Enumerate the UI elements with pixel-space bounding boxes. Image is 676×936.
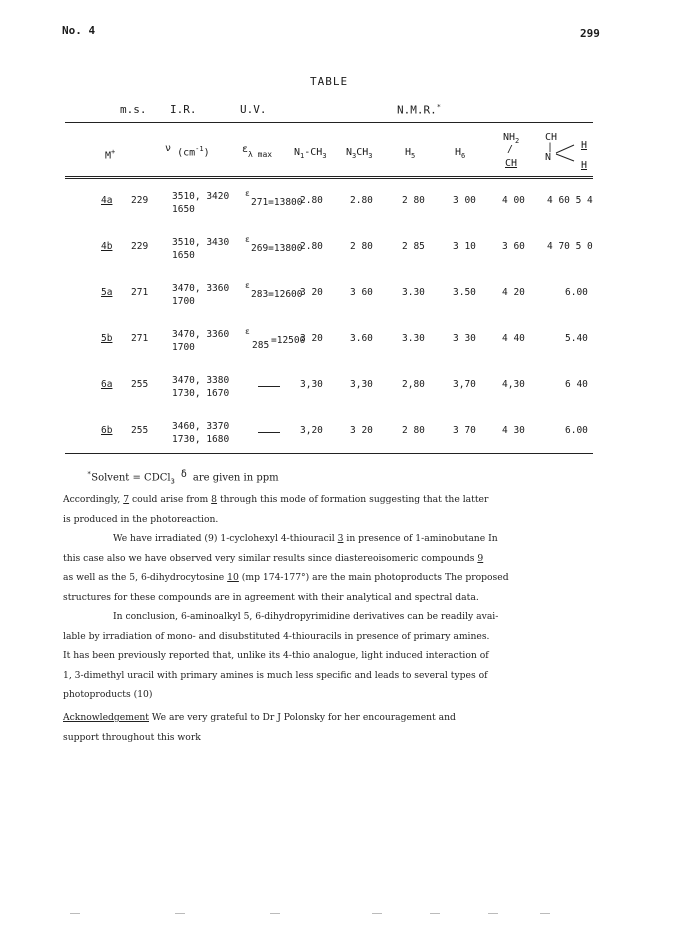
cell-compound: 6a [101, 379, 113, 390]
footnote-sub: 3 [170, 477, 175, 486]
cell-n3ch3: 2 80 [350, 241, 373, 252]
cell-uv: 271=13800 [251, 197, 303, 208]
body-paragraphs [63, 490, 603, 705]
text: (mp 174-177°) are the main photoproducts The proposed [238, 572, 509, 583]
cell-ir-line2: 1650 [172, 250, 195, 261]
m-label: M [105, 150, 112, 162]
p3-line1: In conclusion, 6-aminoalkyl 5, 6-dihydropyrimidine derivatives can be readily avai- [113, 611, 499, 622]
cell-n1ch3: 3 20 [300, 333, 323, 344]
cell-nh-ch: 4 70 5 0 [547, 241, 593, 252]
cell-nh-ch: 5.40 [565, 333, 588, 344]
page-number: 299 [580, 27, 600, 40]
table-title: TABLE [310, 75, 349, 88]
col-header-n1ch3 [294, 147, 327, 160]
p3-line2: lable by irradiation of mono- and disubstituted 4-thiouracils in presence of primary amines. [63, 630, 490, 642]
header-rule-1 [65, 176, 593, 177]
ack-line1 [63, 708, 603, 728]
cell-n1ch3: 2.80 [300, 195, 323, 206]
text: could arise from [129, 494, 212, 505]
cell-uv-epsilon: ε [245, 235, 250, 244]
nh2-ch: CH [505, 158, 518, 169]
scan-mark [488, 913, 498, 914]
cell-mass: 229 [131, 241, 149, 252]
cell-n1ch3: 2.80 [300, 241, 323, 252]
cell-ir-line2: 1700 [172, 296, 195, 307]
scan-mark [372, 913, 382, 914]
cell-n3ch3: 3.60 [350, 333, 373, 344]
header-rule-2 [65, 178, 593, 179]
col-header-n3ch3 [346, 147, 373, 160]
cell-mass: 271 [131, 287, 149, 298]
cell-ir-line2: 1700 [172, 342, 195, 353]
n1-sub2: 3 [322, 152, 327, 160]
cell-h6: 3 00 [453, 195, 476, 206]
cell-nh-ch: 6 40 [565, 379, 588, 390]
cell-ir-line1: 3510, 3420 [172, 191, 230, 202]
scan-mark [540, 913, 550, 914]
p3-line5: photoproducts (10) [63, 689, 153, 700]
ir-unit-close: ) [203, 147, 210, 159]
header-ir: I.R. [170, 103, 197, 116]
n3-sub2: 3 [368, 152, 373, 160]
delta-symbol: δ [180, 469, 187, 481]
col-header-ch: CH [545, 132, 558, 143]
nh2-bond: / [507, 144, 514, 155]
p2-line2 [63, 549, 603, 569]
n1-ch: -CH [304, 147, 323, 158]
compound-ref-8: 8 [211, 494, 218, 505]
cell-n1ch3: 3,30 [300, 379, 323, 390]
cell-ir-line2: 1650 [172, 204, 195, 215]
header-nmr [397, 103, 441, 117]
cell-ir-line2: 1730, 1680 [172, 434, 230, 445]
n3-sub: 3 [352, 152, 357, 160]
cell-nh-ch: 6.00 [565, 287, 588, 298]
cell-ir-line2: 1730, 1670 [172, 388, 230, 399]
m-sup: + [111, 148, 116, 156]
ack-line2: support throughout this work [63, 731, 201, 743]
cell-nh2ch: 4 40 [502, 333, 525, 344]
cell-h6: 3 10 [453, 241, 476, 252]
text: in presence of 1-aminobutane In [343, 533, 498, 544]
ch-bond: | [547, 142, 554, 153]
p3-line3: It has been previously reported that, unlike its 4-thio analogue, light induced interaction of [63, 650, 489, 661]
col-header-h6 [455, 147, 465, 160]
compound-ref-3: 3 [337, 533, 344, 544]
cell-mass: 229 [131, 195, 149, 206]
cell-uv-dash [258, 432, 280, 433]
text: Accordingly, [63, 494, 124, 505]
h-bottom: H [581, 160, 588, 171]
cell-mass: 271 [131, 333, 149, 344]
col-header-uv [242, 144, 273, 159]
cell-nh2ch: 4 30 [502, 425, 525, 436]
cell-ir-line1: 3470, 3380 [172, 375, 230, 386]
cell-ir-line1: 3470, 3360 [172, 329, 230, 340]
scan-mark [175, 913, 185, 914]
cell-nh2ch: 3 60 [502, 241, 525, 252]
nh2-sub: 2 [515, 137, 520, 145]
cell-h5: 3.30 [402, 287, 425, 298]
cell-h5: 2 85 [402, 241, 425, 252]
cell-ir-line1: 3470, 3360 [172, 283, 230, 294]
p1-line1 [63, 490, 603, 510]
table-top-rule [65, 122, 593, 123]
cell-h5: 2 80 [402, 195, 425, 206]
text: through this mode of formation suggesting that the latter [217, 494, 489, 505]
nmr-footnote-mark: * [436, 103, 441, 111]
text: We have irradiated (9) 1-cyclohexyl 4-thiouracil [113, 533, 338, 544]
cell-compound: 5a [101, 287, 113, 298]
cell-ir-line1: 3510, 3430 [172, 237, 230, 248]
ir-unit: (cm [177, 147, 196, 159]
cell-n3ch3: 3,30 [350, 379, 373, 390]
scan-mark [70, 913, 80, 914]
n3-ch: CH [356, 147, 369, 158]
compound-ref-10: 10 [227, 572, 239, 583]
cell-uv: 283=12600 [251, 289, 303, 300]
p2-line4: structures for these compounds are in agreement with their analytical and spectral data. [63, 591, 479, 603]
p1-line2: is produced in the photoreaction. [63, 513, 219, 525]
col-header-h5 [405, 147, 415, 160]
ir-unit-sup: -1 [195, 145, 204, 153]
cell-h6: 3 30 [453, 333, 476, 344]
h6-sub: 6 [461, 152, 466, 160]
cell-nh2ch: 4 20 [502, 287, 525, 298]
compound-ref-7: 7 [123, 494, 130, 505]
text: this case also we have observed very similar results since diastereoisomeric compounds [63, 552, 478, 564]
n-bond-lines [554, 140, 578, 166]
cell-compound: 6b [101, 425, 113, 436]
cell-n3ch3: 3 20 [350, 425, 373, 436]
p2-line3 [63, 568, 603, 588]
cell-nh-ch: 6.00 [565, 425, 588, 436]
n-atom: N [545, 152, 552, 163]
ack-text: We are very grateful to Dr J Polonsky for her encouragement and [149, 712, 456, 723]
cell-h6: 3 70 [453, 425, 476, 436]
h6-h: H [455, 147, 462, 158]
cell-uv-dash [258, 386, 280, 387]
cell-mass: 255 [131, 379, 149, 390]
cell-ir-line1: 3460, 3370 [172, 421, 230, 432]
nmr-label: N.M.R. [397, 103, 437, 117]
n1-sub: 1 [300, 152, 305, 160]
footnote-units: are given in ppm [192, 472, 279, 484]
cell-nh2ch: 4 00 [502, 195, 525, 206]
cell-nh-ch: 4 60 5 4 [547, 195, 593, 206]
h5-h: H [405, 147, 412, 158]
cell-h5: 2 80 [402, 425, 425, 436]
cell-uv-epsilon: ε [245, 327, 250, 336]
header-ms: m.s. [120, 103, 147, 116]
cell-uv: 269=13800 [251, 243, 303, 254]
compound-ref-9: 9 [477, 552, 484, 564]
n3-n: N [346, 147, 353, 158]
p3-line4: 1, 3-dimethyl uracil with primary amines is much less specific and leads to several types of [63, 669, 488, 681]
cell-nh2ch: 4,30 [502, 379, 525, 390]
scan-mark [430, 913, 440, 914]
journal-number: No. 4 [62, 24, 96, 37]
cell-compound: 4b [101, 241, 113, 252]
cell-n1ch3: 3 20 [300, 287, 323, 298]
h-top: H [581, 140, 588, 151]
cell-n1ch3: 3,20 [300, 425, 323, 436]
acknowledgement [63, 708, 603, 747]
lambda-max: λ max [248, 150, 273, 159]
cell-compound: 5b [101, 333, 113, 344]
col-header-m [105, 148, 115, 161]
cell-compound: 4a [101, 195, 113, 206]
cell-h5: 2,80 [402, 379, 425, 390]
nu-symbol: ν [165, 143, 172, 155]
cell-uv: =12500 [271, 335, 306, 346]
table-bottom-rule [65, 453, 593, 454]
scan-mark [270, 913, 280, 914]
cell-mass: 255 [131, 425, 149, 436]
table-footnote [87, 470, 279, 485]
epsilon-symbol: ε [242, 144, 249, 155]
col-header-ir [165, 145, 210, 158]
nh2-nh: NH [503, 132, 516, 143]
cell-uv-epsilon: ε [245, 189, 250, 198]
footnote-solvent: Solvent = CDCl [91, 472, 171, 484]
footnote-mark: * [87, 470, 92, 478]
text: as well as the 5, 6-dihydrocytosine [63, 572, 228, 583]
cell-n3ch3: 3 60 [350, 287, 373, 298]
p2-line1 [63, 529, 603, 549]
cell-h6: 3.50 [453, 287, 476, 298]
cell-uv-sub: 285 [252, 340, 270, 351]
n1-n: N [294, 147, 301, 158]
header-uv: U.V. [240, 103, 267, 116]
ack-heading: Acknowledgement [63, 712, 149, 723]
cell-n3ch3: 2.80 [350, 195, 373, 206]
cell-h5: 3.30 [402, 333, 425, 344]
h5-sub: 5 [411, 152, 416, 160]
cell-h6: 3,70 [453, 379, 476, 390]
cell-uv-epsilon: ε [245, 281, 250, 290]
